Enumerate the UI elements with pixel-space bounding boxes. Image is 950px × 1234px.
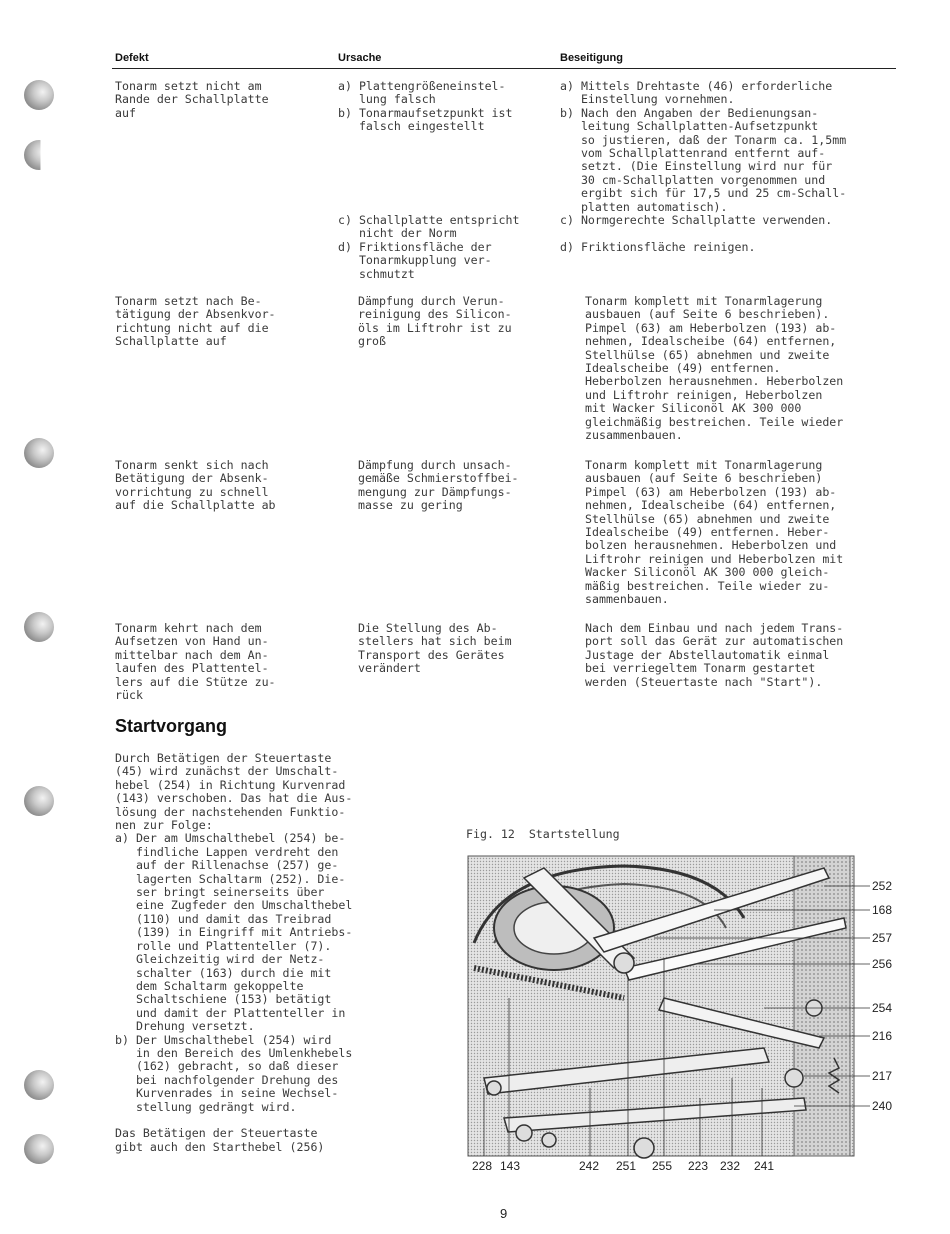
ursache-cell: a) Plattengrößeneinstel- lung falsch b) Tonarmaufsetzpunkt ist falsch eingestellt bbox=[338, 79, 513, 134]
section-heading: Startvorgang bbox=[115, 716, 228, 736]
defekt-cell: Tonarm setzt nicht am Rande der Schallplatte auf bbox=[115, 79, 269, 120]
mechanism-drawing bbox=[464, 848, 950, 1178]
figure-label: 228 bbox=[472, 1159, 493, 1173]
page-number: 9 bbox=[500, 1206, 508, 1221]
figure-label: 256 bbox=[872, 957, 893, 971]
figure-label: 240 bbox=[872, 1099, 893, 1113]
header-rule bbox=[112, 68, 896, 69]
section-body: Durch Betätigen der Steuertaste (45) wird zunächst der Umschalt- hebel (254) in Richtung Kurvenrad (143) verschoben. Das hat die Aus- lösung der nachstehenden Funktio- nen zur Folge: a) Der am Umschalthebel (254) be- findliche Lappen verdreht den auf der Rillenachse (257) ge- lagerten Schaltarm (252). Die- ser bringt seinerseits über eine Zugfeder den Umschalthebel (110) und damit das Treibrad (139) in Eingriff mit Antriebs- rolle und Plattenteller (7). Gleichzeitig wird der Netz- schalter (163) durch die mit dem Schaltarm gekoppelte Schaltschiene (153) betätigt und damit der Plattenteller in Drehung versetzt. b) Der Umschalthebel (254) wird in den Bereich des Umlenkhebels (162) gebracht, so daß dieser bei nachfolgender Drehung des Kurvenrades in seine Wechsel- stellung gedrängt wird. Das Betätigen der Steuertaste gibt auch den Starthebel (256) bbox=[115, 751, 353, 1154]
defekt-cell: Tonarm kehrt nach dem Aufsetzen von Hand un- mittelbar nach dem An- laufen des Plattentel- lers auf die Stütze zu- rück bbox=[115, 621, 276, 703]
figure-label: 168 bbox=[872, 903, 893, 917]
figure-caption: Fig. 12 Startstellung bbox=[466, 827, 620, 841]
figure-label: 232 bbox=[720, 1159, 741, 1173]
column-header-defekt: Defekt bbox=[115, 52, 149, 64]
beseitigung-cell: Nach dem Einbau und nach jedem Trans- port soll das Gerät zur automatischen Justage der Abstellautomatik einmal bei verriegeltem Tonarm gestartet werden (Steuertaste nach "Start"). bbox=[585, 621, 844, 689]
punch-hole bbox=[24, 786, 54, 816]
beseitigung-cell: d) Friktionsfläche reinigen. bbox=[560, 240, 756, 254]
ursache-cell: c) Schallplatte entspricht nicht der Norm bbox=[338, 213, 520, 241]
beseitigung-cell: Tonarm komplett mit Tonarmlagerung ausbauen (auf Seite 6 beschrieben) Pimpel (63) am Heberbolzen (193) ab- nehmen, Idealscheibe (64) entfernen, Stellhülse (65) abnehmen und zweite Idealscheibe (49) entfernen. Heber- bolzen herausnehmen. Heberbolzen und Liftrohr reinigen und Heberbolzen mit Wacker Siliconöl AK 300 000 gleich- mäßig bestreichen. Teile wieder zu- sammenbauen. bbox=[585, 458, 844, 607]
beseitigung-cell: Tonarm komplett mit Tonarmlagerung ausbauen (auf Seite 6 beschrieben). Pimpel (63) am Heberbolzen (193) ab- nehmen, Idealscheibe (64) entfernen, Stellhülse (65) abnehmen und zweite Idealscheibe (49) entfernen. Heberbolzen herausnehmen. Heberbolzen und Liftrohr reinigen, Heberbolzen mit Wacker Siliconöl AK 300 000 gleichmäßig bestreichen. Teile wieder zusammenbauen. bbox=[585, 294, 844, 443]
figure-label: 242 bbox=[579, 1159, 600, 1173]
figure-label: 223 bbox=[688, 1159, 709, 1173]
figure-label: 255 bbox=[652, 1159, 673, 1173]
figure-label: 217 bbox=[872, 1069, 893, 1083]
column-header-beseitigung: Beseitigung bbox=[560, 52, 623, 64]
ursache-cell: Dämpfung durch Verun- reinigung des Silicon- öls im Liftrohr ist zu groß bbox=[358, 294, 512, 349]
figure-label: 254 bbox=[872, 1001, 893, 1015]
punch-hole bbox=[24, 612, 54, 642]
figure-label: 241 bbox=[754, 1159, 775, 1173]
figure-label: 257 bbox=[872, 931, 893, 945]
punch-hole bbox=[24, 438, 54, 468]
defekt-cell: Tonarm senkt sich nach Betätigung der Absenk- vorrichtung zu schnell auf die Schallplatte ab bbox=[115, 458, 276, 513]
ursache-cell: Die Stellung des Ab- stellers hat sich beim Transport des Gerätes verändert bbox=[358, 621, 512, 676]
beseitigung-cell: c) Normgerechte Schallplatte verwenden. bbox=[560, 213, 833, 227]
punch-hole bbox=[24, 140, 54, 170]
figure-label: 216 bbox=[872, 1029, 893, 1043]
punch-hole bbox=[24, 80, 54, 110]
ursache-cell: Dämpfung durch unsach- gemäße Schmierstoffbei- mengung zur Dämpfungs- masse zu gering bbox=[358, 458, 519, 513]
defekt-cell: Tonarm setzt nach Be- tätigung der Absenkvor- richtung nicht auf die Schallplatte auf bbox=[115, 294, 276, 349]
figure-label: 143 bbox=[500, 1159, 521, 1173]
figure-label: 251 bbox=[616, 1159, 637, 1173]
figure-startstellung bbox=[464, 848, 950, 1178]
figure-label: 252 bbox=[872, 879, 893, 893]
punch-hole bbox=[24, 1134, 54, 1164]
punch-hole bbox=[24, 1070, 54, 1100]
ursache-cell: d) Friktionsfläche der Tonarmkupplung ver- schmutzt bbox=[338, 240, 492, 281]
column-header-ursache: Ursache bbox=[338, 52, 382, 64]
beseitigung-cell: a) Mittels Drehtaste (46) erforderliche Einstellung vornehmen. b) Nach den Angaben der Bedienungsan- leitung Schallplatten-Aufsetzpunkt so justieren, daß der Tonarm ca. 1,5mm vom Schallplattenrand entfernt auf- setzt. (Die Einstellung wird nur für 30 cm-Schallplatten vorgenommen und ergibt sich für 17,5 und 25 cm-Schall- platten automatisch). bbox=[560, 79, 847, 214]
